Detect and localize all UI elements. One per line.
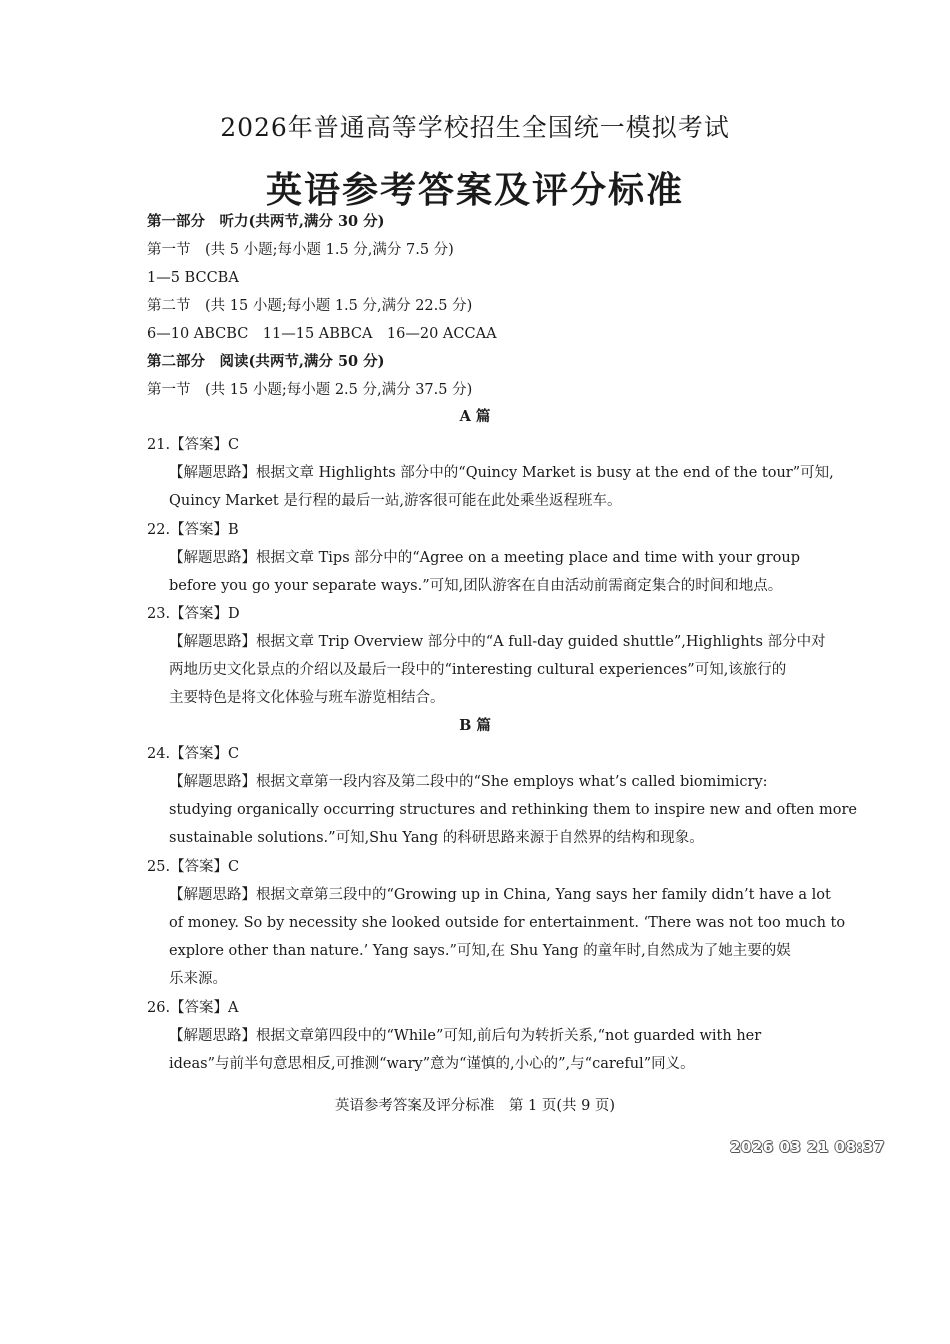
passage-b-heading: B 篇: [459, 717, 491, 734]
answers-1-5: 1—5 BCCBA: [147, 270, 239, 286]
explanation-21-line-2: Quincy Market 是行程的最后一站,游客很可能在此处乘坐返程班车。: [169, 493, 622, 509]
reading-section-one-heading: 第一节 (共 15 小题;每小题 2.5 分,满分 37.5 分): [147, 382, 473, 398]
section-one-heading: 第一节 (共 5 小题;每小题 1.5 分,满分 7.5 分): [147, 242, 454, 258]
answer-21: 21.【答案】C: [147, 437, 240, 453]
explanation-24-line-3: sustainable solutions.”可知,Shu Yang 的科研思路来源于自然界的结构和现象。: [169, 830, 704, 846]
main-title: 英语参考答案及评分标准: [265, 170, 684, 211]
section-two-heading: 第二节 (共 15 小题;每小题 1.5 分,满分 22.5 分): [147, 298, 473, 314]
scan-timestamp: 2026 03 21 08:37: [730, 1138, 885, 1156]
explanation-23-line-1: 【解题思路】根据文章 Trip Overview 部分中的“A full-day guided shuttle”,Highlights 部分中对: [169, 634, 826, 650]
explanation-24-line-2: studying organically occurring structures and rethinking them to inspire new and often more: [169, 802, 857, 818]
answer-23: 23.【答案】D: [147, 606, 240, 622]
explanation-24-line-1: 【解题思路】根据文章第一段内容及第二段中的“She employs what’s called biomimicry:: [169, 774, 768, 790]
explanation-26-line-1: 【解题思路】根据文章第四段中的“While”可知,前后句为转折关系,“not guarded with her: [169, 1028, 762, 1044]
explanation-22-line-1: 【解题思路】根据文章 Tips 部分中的“Agree on a meeting place and time with your group: [169, 550, 800, 566]
explanation-23-line-2: 两地历史文化景点的介绍以及最后一段中的“interesting cultural experiences”可知,该旅行的: [169, 662, 787, 678]
explanation-25-line-3: explore other than nature.’ Yang says.”可知,在 Shu Yang 的童年时,自然成为了她主要的娱: [169, 943, 791, 959]
explanation-26-line-2: ideas”与前半句意思相反,可推测“wary”意为“谨慎的,小心的”,与“careful”同义。: [169, 1056, 695, 1072]
answer-26: 26.【答案】A: [147, 1000, 239, 1016]
answer-25: 25.【答案】C: [147, 859, 240, 875]
part-one-heading: 第一部分 听力(共两节,满分 30 分): [147, 213, 385, 230]
explanation-25-line-4: 乐来源。: [169, 971, 227, 987]
exam-title: 2026年普通高等学校招生全国统一模拟考试: [220, 113, 730, 142]
explanation-22-line-2: before you go your separate ways.”可知,团队游客在自由活动前需商定集合的时间和地点。: [169, 578, 783, 594]
answer-22: 22.【答案】B: [147, 522, 239, 538]
part-two-heading: 第二部分 阅读(共两节,满分 50 分): [147, 353, 385, 370]
explanation-21-line-1: 【解题思路】根据文章 Highlights 部分中的“Quincy Market is busy at the end of the tour”可知,: [169, 465, 834, 481]
explanation-23-line-3: 主要特色是将文化体验与班车游览相结合。: [169, 690, 445, 706]
explanation-25-line-2: of money. So by necessity she looked outside for entertainment. ‘There was not too much to: [169, 915, 846, 931]
answers-6-20: 6—10 ABCBC 11—15 ABBCA 16—20 ACCAA: [147, 326, 497, 342]
answer-24: 24.【答案】C: [147, 746, 240, 762]
passage-a-heading: A 篇: [459, 408, 491, 425]
explanation-25-line-1: 【解题思路】根据文章第三段中的“Growing up in China, Yang says her family didn’t have a lot: [169, 887, 831, 903]
page-footer: 英语参考答案及评分标准 第 1 页(共 9 页): [334, 1098, 616, 1114]
